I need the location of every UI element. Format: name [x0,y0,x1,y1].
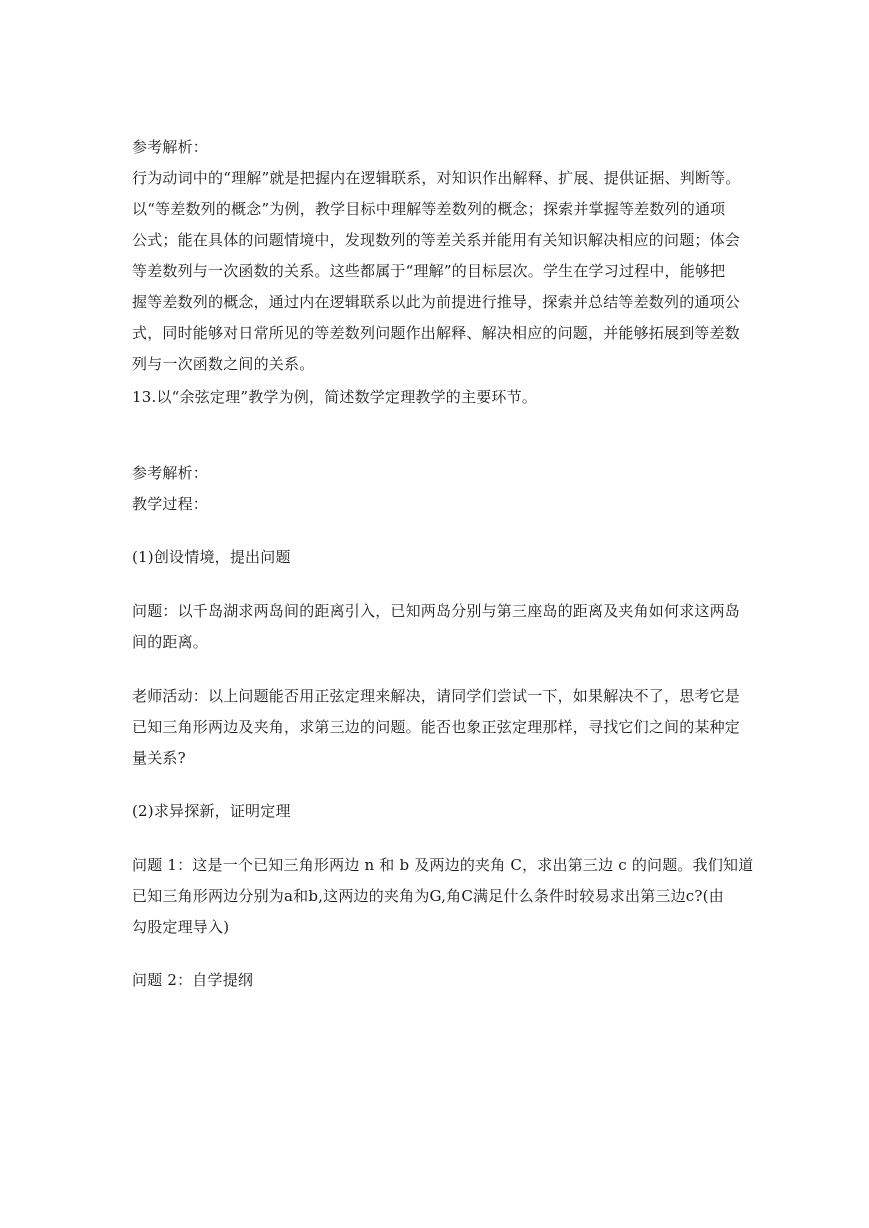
problem1-line: 勾股定理导入) [132,918,230,936]
step2-title: (2)求异探新，证明定理 [132,802,291,820]
paragraph-line: 式，同时能够对日常所见的等差数列问题作出解释、解决相应的问题，并能够拓展到等差数 [132,324,741,342]
problem1-line: 已知三角形两边分别为a和b,这两边的夹角为G,角C满足什么条件时较易求出第三边c?(由 [132,887,724,905]
paragraph-line: 以“等差数列的概念”为例，教学目标中理解等差数列的概念；探索并掌握等差数列的通项 [132,200,726,218]
answer-heading: 参考解析： [132,464,209,482]
teacher-activity-line: 老师活动：以上问题能否用正弦定理来解决，请同学们尝试一下，如果解决不了，思考它是 [132,687,741,705]
process-title: 教学过程： [132,495,209,513]
problem1-line: 问题 1：这是一个已知三角形两边 n 和 b 及两边的夹角 C，求出第三边 c 的问题。我们知道 [132,856,754,874]
problem2-line: 问题 2：自学提纲 [132,971,254,989]
teacher-activity-line: 已知三角形两边及夹角，求第三边的问题。能否也象正弦定理那样，寻找它们之间的某种定 [132,718,741,736]
answer-heading: 参考解析： [132,138,209,156]
paragraph-line: 列与一次函数之间的关系。 [132,355,315,373]
paragraph-line: 握等差数列的概念，通过内在逻辑联系以此为前提进行推导，探索并总结等差数列的通项公 [132,293,741,311]
question-13: 13.以“余弦定理”教学为例，简述数学定理教学的主要环节。 [132,388,537,406]
problem-line: 间的距离。 [132,633,209,651]
paragraph-line: 等差数列与一次函数的关系。这些都属于“理解”的目标层次。学生在学习过程中，能够把 [132,262,726,280]
paragraph-line: 行为动词中的“理解”就是把握内在逻辑联系，对知识作出解释、扩展、提供证据、判断等。 [132,169,741,187]
teacher-activity-line: 量关系? [132,749,186,767]
problem-line: 问题：以千岛湖求两岛间的距离引入，已知两岛分别与第三座岛的距离及夹角如何求这两岛 [132,602,741,620]
step1-title: (1)创设情境，提出问题 [132,548,291,566]
paragraph-line: 公式；能在具体的问题情境中，发现数列的等差关系并能用有关知识解决相应的问题；体会 [132,231,741,249]
